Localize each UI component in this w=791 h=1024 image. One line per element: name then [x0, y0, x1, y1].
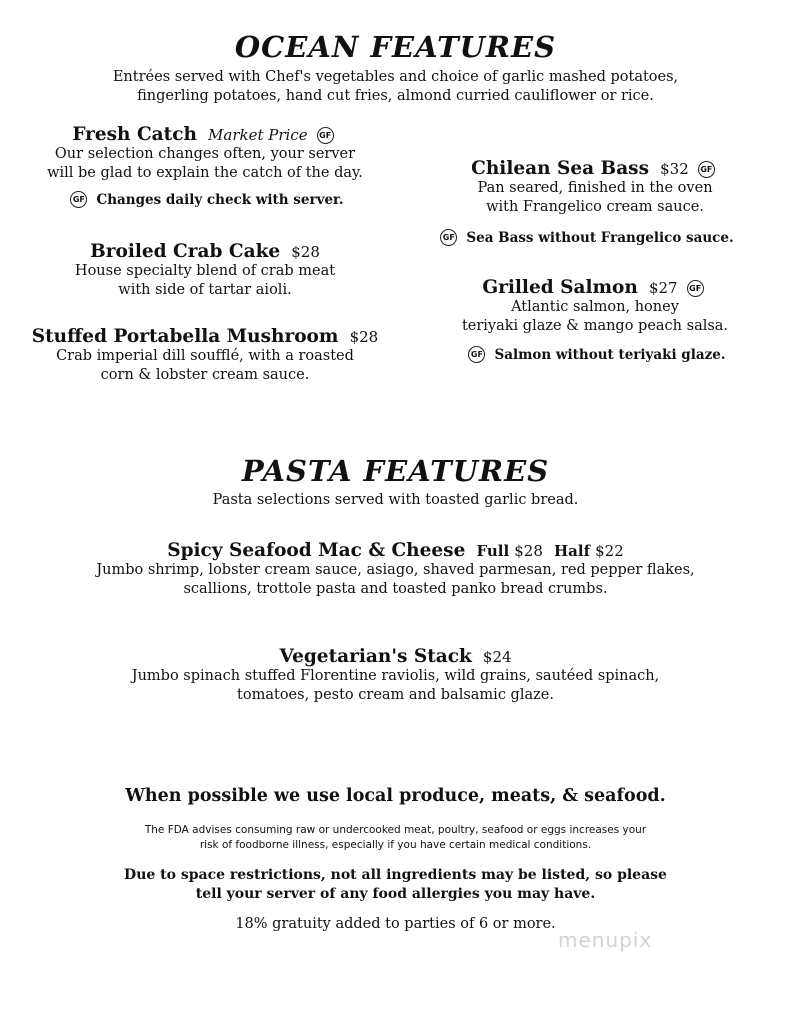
salmon-price: $27: [648, 279, 678, 297]
gluten-free-icon: GF: [468, 346, 485, 363]
mac-cheese-desc2: scallions, trottole pasta and toasted panko bread crumbs.: [183, 581, 608, 597]
crab-cake-price: $28: [291, 243, 320, 261]
gluten-free-icon: GF: [698, 161, 715, 178]
allergy-notice: [0, 866, 791, 904]
ocean-section-title: OCEAN FEATURES: [234, 30, 557, 64]
fda-advisory-line2: risk of foodborne illness, especially if you have certain medical conditions.: [199, 839, 592, 851]
veg-stack-desc2: tomatoes, pesto cream and balsamic glaze.: [237, 687, 554, 703]
gluten-free-icon: GF: [70, 191, 87, 208]
gluten-free-icon: GF: [440, 229, 457, 246]
menupix-watermark: menupix: [558, 928, 653, 952]
fresh-catch-price: Market Price: [208, 126, 308, 144]
allergy-notice-line2: tell your server of any food allergies you may have.: [195, 886, 596, 902]
fresh-catch-desc2: will be glad to explain the catch of the day.: [47, 165, 363, 181]
sea-bass-price: $32: [660, 160, 689, 178]
portabella-name: Stuffed Portabella Mushroom: [31, 326, 339, 347]
mac-cheese-desc1: Jumbo shrimp, lobster cream sauce, asiago, shaved parmesan, red pepper flakes,: [96, 562, 695, 578]
fda-advisory-line1: The FDA advises consuming raw or undercooked meat, poultry, seafood or eggs increases your: [144, 824, 647, 836]
veg-stack-item: [0, 646, 791, 705]
crab-cake-desc1: House specialty blend of crab meat: [74, 263, 336, 279]
pasta-intro: Pasta selections served with toasted garlic bread.: [212, 492, 579, 508]
sea-bass-item: [420, 158, 770, 246]
veg-stack-price: $24: [482, 648, 512, 666]
salmon-gf-note: Salmon without teriyaki glaze.: [494, 347, 726, 363]
allergy-notice-line1: Due to space restrictions, not all ingredients may be listed, so please: [124, 867, 667, 883]
fresh-catch-gf-note: Changes daily check with server.: [96, 192, 344, 208]
mac-cheese-item: [0, 540, 791, 599]
sea-bass-gf-note: Sea Bass without Frangelico sauce.: [466, 230, 734, 246]
portabella-item: [20, 326, 390, 385]
salmon-name: Grilled Salmon: [482, 277, 638, 298]
gluten-free-icon: GF: [317, 127, 334, 144]
salmon-desc1: Atlantic salmon, honey: [511, 299, 679, 315]
fresh-catch-item: [30, 124, 380, 208]
ocean-intro-line2: fingerling potatoes, hand cut fries, almond curried cauliflower or rice.: [137, 88, 654, 104]
crab-cake-item: [30, 241, 380, 300]
fresh-catch-desc1: Our selection changes often, your server: [54, 146, 356, 162]
veg-stack-desc1: Jumbo spinach stuffed Florentine raviolis, wild grains, sautéed spinach,: [131, 668, 660, 684]
mac-cheese-full-label: Full: [476, 542, 510, 560]
local-produce-statement: When possible we use local produce, meats, & seafood.: [125, 786, 666, 806]
portabella-desc1: Crab imperial dill soufflé, with a roasted: [56, 348, 354, 364]
gluten-free-icon: GF: [687, 280, 704, 297]
mac-cheese-full-price: $28: [514, 542, 543, 560]
crab-cake-name: Broiled Crab Cake: [90, 241, 281, 262]
portabella-price: $28: [349, 328, 379, 346]
mac-cheese-half-price: $22: [595, 542, 624, 560]
salmon-desc2: teriyaki glaze & mango peach salsa.: [461, 318, 729, 334]
mac-cheese-name: Spicy Seafood Mac & Cheese: [167, 540, 466, 561]
salmon-item: [420, 277, 770, 363]
fresh-catch-name: Fresh Catch: [72, 124, 197, 145]
sea-bass-name: Chilean Sea Bass: [471, 158, 650, 179]
sea-bass-desc2: with Frangelico cream sauce.: [486, 199, 704, 215]
mac-cheese-half-label: Half: [553, 542, 591, 560]
crab-cake-desc2: with side of tartar aioli.: [118, 282, 292, 298]
veg-stack-name: Vegetarian's Stack: [279, 646, 472, 667]
gratuity-notice: 18% gratuity added to parties of 6 or more.: [235, 916, 556, 932]
portabella-desc2: corn & lobster cream sauce.: [100, 367, 310, 383]
pasta-section-title: PASTA FEATURES: [241, 454, 550, 488]
fda-advisory: [0, 823, 791, 853]
ocean-intro-line1: Entrées served with Chef's vegetables and choice of garlic mashed potatoes,: [112, 69, 679, 85]
ocean-intro: [0, 68, 791, 106]
sea-bass-desc1: Pan seared, finished in the oven: [477, 180, 713, 196]
